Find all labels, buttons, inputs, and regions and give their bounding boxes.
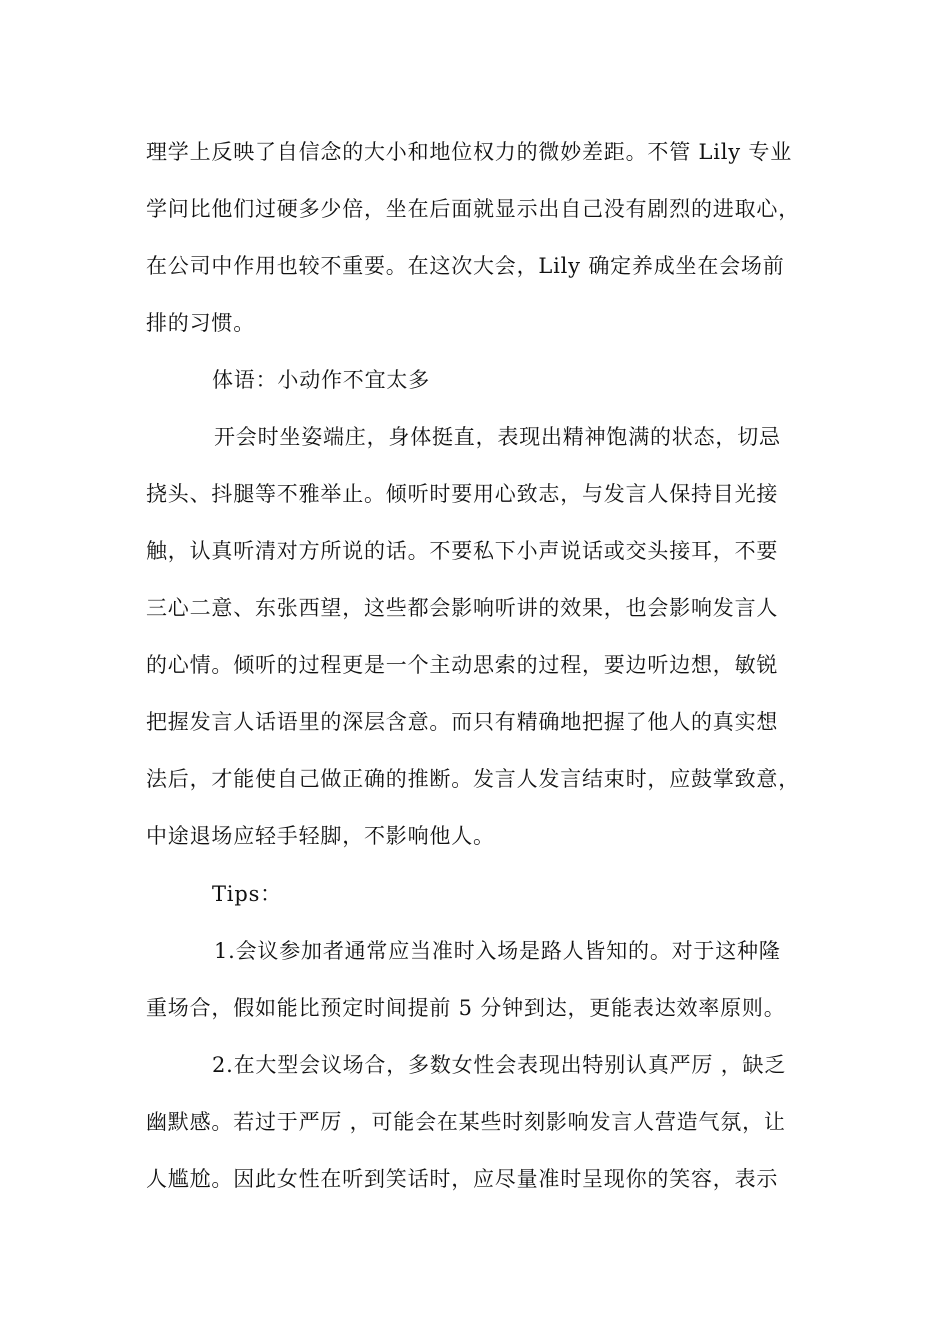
paragraph-line: 三心二意、东张西望，这些都会影响听讲的效果，也会影响发言人 [146, 596, 779, 620]
paragraph-line: 挠头、抖腿等不雅举止。倾听时要用心致志，与发言人保持目光接 [146, 482, 779, 506]
paragraph-line: 在公司中作用也较不重要。在这次大会，Lily 确定养成坐在会场前 [146, 254, 785, 278]
paragraph-line: 开会时坐姿端庄，身体挺直，表现出精神饱满的状态，切忌 [214, 425, 781, 449]
tip-item-line: 2.在大型会议场合，多数女性会表现出特别认真严厉 ，缺乏 [212, 1053, 787, 1077]
tip-item-line: 人尴尬。因此女性在听到笑话时，应尽量准时呈现你的笑容，表示 [146, 1167, 779, 1191]
tip-item-line: 1.会议参加者通常应当准时入场是路人皆知的。对于这种隆 [214, 939, 781, 963]
paragraph-line: 学问比他们过硬多少倍，坐在后面就显示出自己没有剧烈的进取心， [146, 197, 800, 221]
paragraph-line: 理学上反映了自信念的大小和地位权力的微妙差距。不管 Lily 专业 [146, 140, 792, 164]
tips-heading: Tips： [212, 882, 282, 906]
paragraph-line: 把握发言人话语里的深层含意。而只有精确地把握了他人的真实想 [146, 710, 779, 734]
paragraph-line: 触，认真听清对方所说的话。不要私下小声说话或交头接耳，不要 [146, 539, 779, 563]
paragraph-line: 中途退场应轻手轻脚，不影响他人。 [146, 824, 495, 848]
tip-item-line: 幽默感。若过于严厉 ，可能会在某些时刻影响发言人营造气氛，让 [146, 1110, 786, 1134]
section-heading: 体语：小动作不宜太多 [212, 368, 430, 392]
paragraph-line: 排的习惯。 [146, 311, 255, 335]
paragraph-line: 法后，才能使自己做正确的推断。发言人发言结束时，应鼓掌致意， [146, 767, 800, 791]
tip-item-line: 重场合，假如能比预定时间提前 5 分钟到达，更能表达效率原则。 [146, 996, 786, 1020]
paragraph-line: 的心情。倾听的过程更是一个主动思索的过程，要边听边想，敏锐 [146, 653, 779, 677]
